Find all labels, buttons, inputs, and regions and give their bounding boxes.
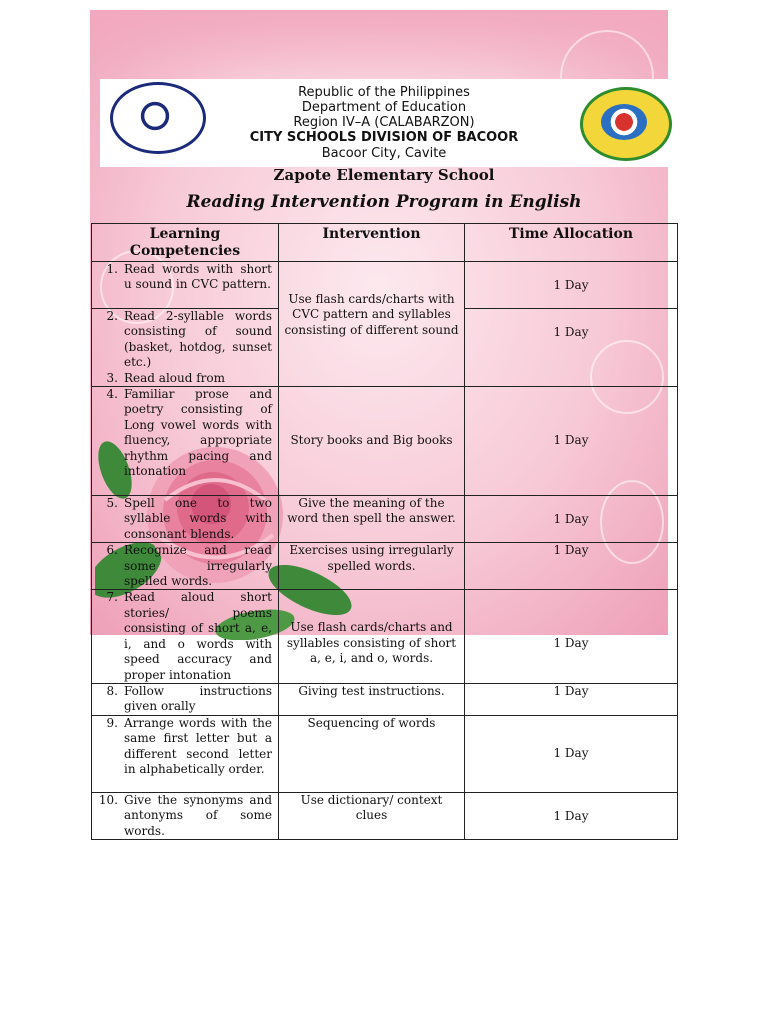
intervention-cell: Use flash cards/charts and syllables consisting of short a, e, i, and o, words. [279, 590, 465, 683]
competency-cell [92, 792, 279, 839]
table-row [92, 683, 678, 715]
item-number: 4. [106, 387, 118, 402]
intervention-cell: Giving test instructions. [279, 683, 465, 715]
time-cell: 1 Day [465, 262, 678, 309]
table-header-row [92, 224, 678, 262]
program-title: Reading Intervention Program in English [186, 192, 582, 212]
competency-cell [92, 683, 279, 715]
competency-cell [92, 543, 279, 590]
table-row [92, 715, 678, 792]
letterhead-department: Department of Education [301, 100, 467, 115]
letterhead-region: Region IV–A (CALABARZON) [293, 115, 475, 130]
time-cell: 1 Day [465, 543, 678, 590]
competency-text: Read aloud short stories/ poems consisting of short a, e, i, and o words with speed accuracy and proper intonation [124, 590, 272, 682]
competency-cell [92, 262, 279, 309]
time-cell: 1 Day [465, 715, 678, 792]
intervention-cell: Give the meaning of the word then spell the answer. [279, 496, 465, 543]
header-learning-competencies: Learning Competencies [92, 224, 279, 262]
intervention-cell: Use flash cards/charts with CVC pattern and syllables consisting of different sound [279, 262, 465, 387]
letterhead-division: CITY SCHOOLS DIVISION OF BACOOR [249, 130, 519, 145]
item-number: 2. [106, 309, 118, 323]
time-cell: 1 Day [465, 496, 678, 543]
table-row [92, 496, 678, 543]
intervention-cell: Use dictionary/ context clues [279, 792, 465, 839]
table-row [92, 792, 678, 839]
table-row [92, 262, 678, 309]
competency-text: Read 2-syllable words consisting of sound (basket, hotdog, sunset etc.) [124, 309, 272, 370]
letterhead-republic: Republic of the Philippines [298, 85, 470, 100]
item-number: 10. [98, 792, 118, 807]
intervention-cell: Exercises using irregularly spelled words. [279, 543, 465, 590]
competency-text: Follow instructions given orally [124, 683, 272, 714]
school-name: Zapote Elementary School [273, 166, 495, 184]
item-number: 1. [106, 262, 118, 276]
item-number: 7. [106, 590, 118, 605]
table-row [92, 543, 678, 590]
competency-cell [92, 715, 279, 792]
item-number: 6. [106, 543, 118, 558]
intervention-table [91, 223, 678, 840]
time-cell: 1 Day [465, 309, 678, 387]
competency-cell [92, 496, 279, 543]
intervention-cell: Story books and Big books [279, 387, 465, 496]
letterhead-city: Bacoor City, Cavite [321, 146, 447, 161]
competency-cell [92, 387, 279, 496]
competency-text: Arrange words with the same first letter but a different second letter in alphabetically order. [124, 715, 272, 776]
competency-text: Familiar prose and poetry consisting of Long vowel words with fluency, appropriate rhythm pacing and intonation [124, 387, 272, 479]
competency-cell [92, 590, 279, 683]
time-cell: 1 Day [465, 387, 678, 496]
competency-text: Recognize and read some irregularly spelled words. [124, 543, 272, 589]
competency-cell [92, 309, 279, 387]
header-intervention: Intervention [279, 224, 465, 262]
table-row [92, 387, 678, 496]
item-number: 3. [106, 370, 118, 385]
time-cell: 1 Day [465, 683, 678, 715]
item-number: 8. [106, 683, 118, 698]
item-number: 5. [106, 496, 118, 511]
header-time-allocation: Time Allocation [465, 224, 678, 262]
time-cell: 1 Day [465, 792, 678, 839]
table-row [92, 590, 678, 683]
intervention-cell: Sequencing of words [279, 715, 465, 792]
time-cell: 1 Day [465, 590, 678, 683]
competency-text: Spell one to two syllable words with consonant blends. [124, 496, 272, 541]
competency-text: Give the synonyms and antonyms of some words. [124, 792, 272, 838]
competency-text: Read words with short u sound in CVC pattern. [124, 262, 272, 292]
competency-text: Read aloud from [124, 370, 226, 385]
item-number: 9. [106, 715, 118, 730]
